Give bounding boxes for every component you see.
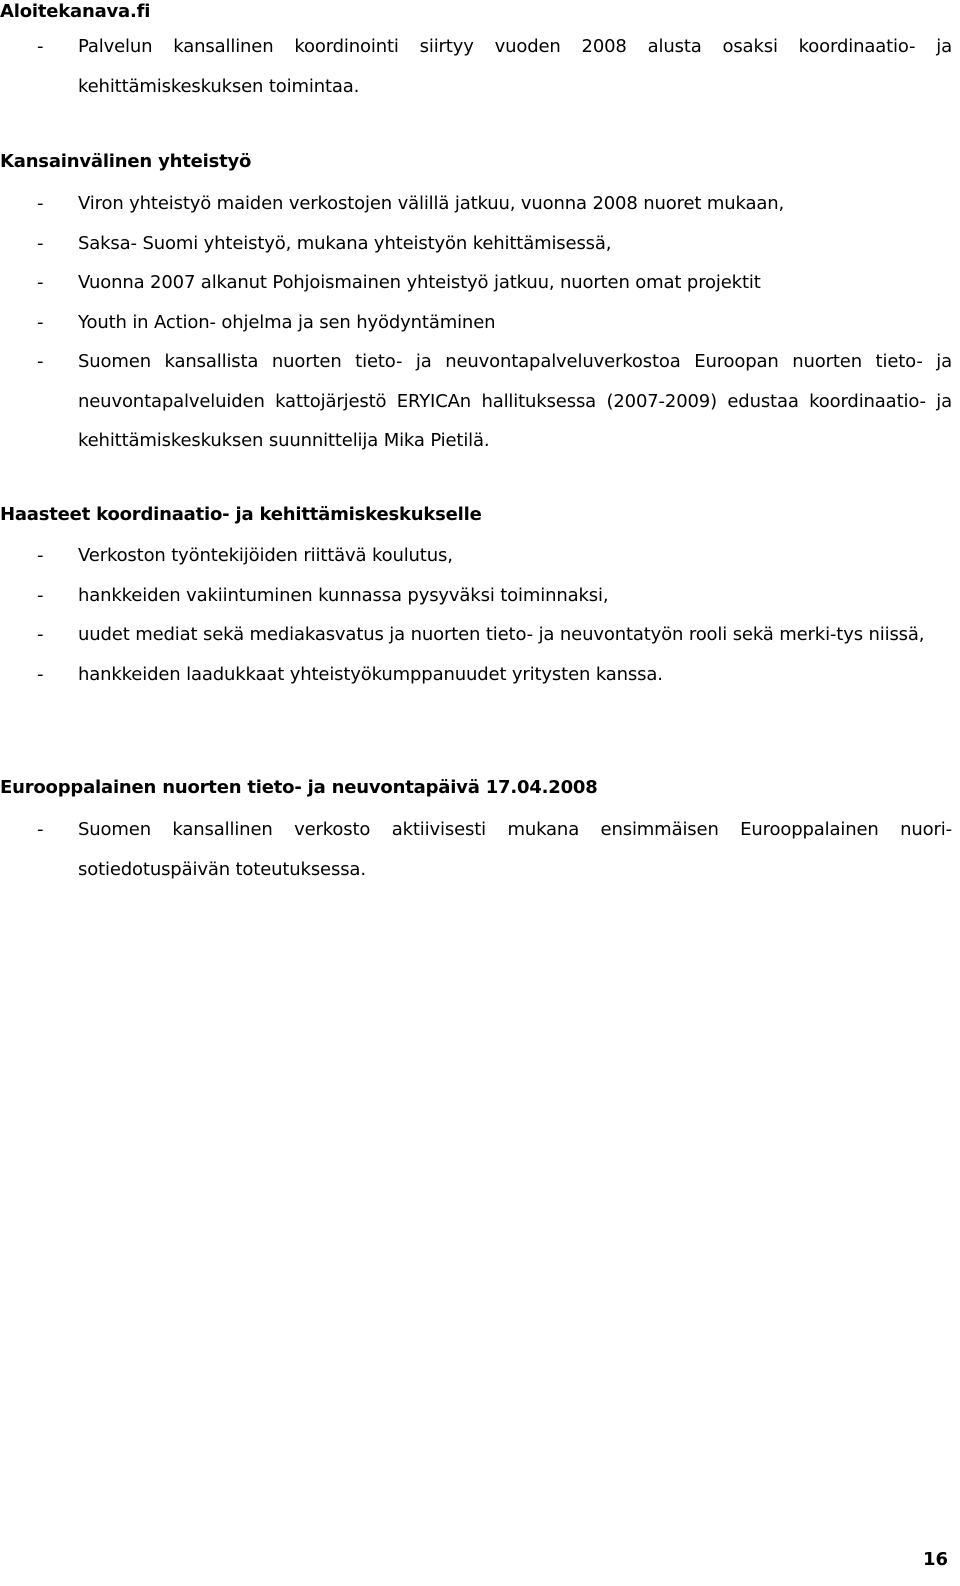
list-bullet: - <box>37 819 44 840</box>
list-bullet: - <box>37 311 44 333</box>
list-item-text: Suomen kansallinen verkosto aktiivisesti mukana ensimmäisen Eurooppalainen nuori-sotiedotuspäivän toteutuksessa. <box>78 819 952 880</box>
list-item-text: Palvelun kansallinen koordinointi siirtyy vuoden 2008 alusta osaksi koordinaatio- ja kehittämiskeskuksen toimintaa. <box>78 36 952 97</box>
list-item <box>0 536 960 576</box>
list-item <box>0 576 960 616</box>
list-item-text: hankkeiden vakiintuminen kunnassa pysyväksi toiminnaksi, <box>78 584 609 606</box>
list-item-text: Verkoston työntekijöiden riittävä koulutus, <box>78 545 453 566</box>
section-heading-aloitekanava: Aloitekanava.fi <box>0 1 151 22</box>
section-haasteet-list <box>0 536 960 694</box>
section-aloitekanava-list <box>0 27 960 106</box>
section-kansainvalinen-list <box>0 184 960 461</box>
list-bullet: - <box>37 36 44 57</box>
list-item <box>0 342 960 461</box>
list-item <box>0 303 960 343</box>
list-bullet: - <box>37 193 44 214</box>
section-eurooppalainen-list <box>0 810 960 889</box>
list-item <box>0 224 960 264</box>
list-bullet: - <box>37 351 44 372</box>
list-bullet: - <box>37 584 44 606</box>
list-bullet: - <box>37 272 44 293</box>
section-heading-haasteet: Haasteet koordinaatio- ja kehittämiskeskukselle <box>0 504 482 525</box>
list-item <box>0 810 960 889</box>
list-item <box>0 655 960 695</box>
list-bullet: - <box>37 545 44 566</box>
list-item-text: Youth in Action- ohjelma ja sen hyödyntäminen <box>78 311 496 333</box>
list-item-text: uudet mediat sekä mediakasvatus ja nuorten tieto- ja neuvontatyön rooli sekä merki-tys niissä, <box>78 624 925 645</box>
list-item <box>0 615 960 655</box>
list-item-text: Suomen kansallista nuorten tieto- ja neuvontapalveluverkostoa Euroopan nuorten tieto- ja neuvontapalveluiden kattojärjestö ERYICAn hallituksessa (2007-2009) edustaa koordinaatio- ja kehittämiskeskuksen suunnittelija Mika Pietilä. <box>78 351 952 451</box>
list-item-text: Viron yhteistyö maiden verkostojen välillä jatkuu, vuonna 2008 nuoret mukaan, <box>78 193 785 214</box>
list-item <box>0 27 960 106</box>
list-item-text: Vuonna 2007 alkanut Pohjoismainen yhteistyö jatkuu, nuorten omat projektit <box>78 272 761 293</box>
list-item <box>0 263 960 303</box>
list-item-text: Saksa- Suomi yhteistyö, mukana yhteistyön kehittämisessä, <box>78 232 612 254</box>
page-number: 16 <box>922 1549 948 1570</box>
list-item-text: hankkeiden laadukkaat yhteistyökumppanuudet yritysten kanssa. <box>78 663 663 685</box>
list-bullet: - <box>37 624 44 645</box>
list-bullet: - <box>37 663 44 685</box>
list-bullet: - <box>37 232 44 254</box>
list-item <box>0 184 960 224</box>
section-heading-kansainvalinen: Kansainvälinen yhteistyö <box>0 151 252 172</box>
section-heading-eurooppalainen: Eurooppalainen nuorten tieto- ja neuvontapäivä 17.04.2008 <box>0 777 598 798</box>
